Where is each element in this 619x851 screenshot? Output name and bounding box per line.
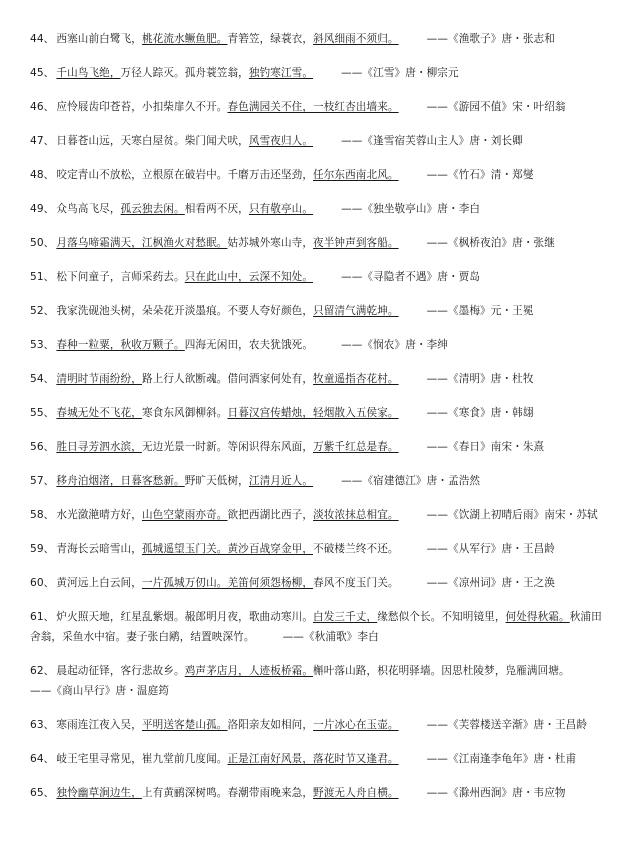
- verse-text: 西塞山前白鹭飞，: [56, 33, 142, 45]
- underlined-verse: 日暮汉宫传蜡烛，轻烟散入五侯家。: [227, 407, 399, 419]
- underlined-verse: 白发三千丈，: [313, 611, 378, 623]
- poem-entry: [30, 267, 605, 287]
- verse-text: 万径人踪灭。孤舟蓑笠翁，: [120, 67, 249, 79]
- underlined-verse: 野渡无人舟自横。: [313, 787, 399, 799]
- underlined-verse: 孤云独去闲。: [120, 203, 185, 215]
- poem-source: ——《渔歌子》唐・张志和: [426, 33, 555, 45]
- entry-number: 48、: [30, 169, 55, 181]
- verse-text: 野旷天低树，: [184, 475, 249, 487]
- poem-entry: [30, 29, 605, 49]
- poem-source: ——《寻隐者不遇》唐・贾岛: [341, 271, 481, 283]
- poem-source: ——《游园不值》宋・叶绍翁: [426, 101, 566, 113]
- verse-text: 缘愁似个长。不知明镜里，: [377, 611, 506, 623]
- verse-text: 我家洗砚池头树，朵朵花开淡墨痕。不要人夸好颜色，: [56, 305, 314, 317]
- entry-number: 63、: [30, 719, 55, 731]
- underlined-verse: 独钓寒江雪。: [248, 67, 314, 79]
- verse-text: 青海长云暗雪山，: [56, 543, 142, 555]
- entry-number: 57、: [30, 475, 55, 487]
- verse-text: 黄河远上白云间，: [56, 577, 142, 589]
- poem-entry: [30, 749, 605, 769]
- verse-text: 不破楼兰终不还。: [313, 543, 399, 555]
- underlined-verse: 山色空蒙雨亦奇。: [141, 509, 228, 521]
- verse-text: 青箬笠，绿蓑衣，: [227, 33, 314, 45]
- underlined-verse: 桃花流水鳜鱼肥。: [141, 33, 228, 45]
- entry-number: 52、: [30, 305, 55, 317]
- entry-number: 62、: [30, 665, 55, 677]
- underlined-verse: 风雪夜归人。: [248, 135, 314, 147]
- underlined-verse: 正是江南好风景，落花时节又逢君。: [227, 753, 399, 765]
- underlined-verse: 只在此山中，云深不知处。: [184, 271, 314, 283]
- poem-source: ——《从军行》唐・王昌龄: [426, 543, 555, 555]
- underlined-verse: 只留清气满乾坤。: [313, 305, 399, 317]
- verse-text: 欲把西湖比西子，: [227, 509, 314, 521]
- verse-text: 寒雨连江夜入吴，: [56, 719, 142, 731]
- poem-source: ——《逢雪宿芙蓉山主人》唐・刘长卿: [341, 135, 523, 147]
- poem-source: ——《芙蓉楼送辛渐》唐・王昌龄: [426, 719, 588, 731]
- underlined-verse: 一片孤城万仞山。羌笛何须怨杨柳，: [141, 577, 314, 589]
- poem-entry: [30, 369, 605, 389]
- poem-source: ——《凉州词》唐・王之涣: [426, 577, 555, 589]
- poem-source: ——《江雪》唐・柳宗元: [341, 67, 459, 79]
- entry-number: 65、: [30, 787, 55, 799]
- verse-text: 应怜屐齿印苍苔，小扣柴扉久不开。: [56, 101, 228, 113]
- underlined-verse: 鸡声茅店月，人迹板桥霜。: [184, 665, 314, 677]
- underlined-verse: 任尔东西南北风。: [313, 169, 399, 181]
- poem-entry: [30, 661, 605, 701]
- poem-source: ——《独坐敬亭山》唐・李白: [341, 203, 481, 215]
- verse-text: 秋浦田舍翁，采鱼水中宿。妻子张白鹇，结置映深竹。: [30, 611, 602, 643]
- poem-entry: [30, 403, 605, 423]
- poem-entry: [30, 539, 605, 559]
- verse-text: 咬定青山不放松，立根原在破岩中。千磨万击还坚劲，: [56, 169, 314, 181]
- underlined-verse: 孤城遥望玉门关。黄沙百战穿金甲，: [141, 543, 314, 555]
- underlined-verse: 千山鸟飞绝，: [56, 67, 121, 79]
- poem-entry: [30, 165, 605, 185]
- underlined-verse: 独怜幽草涧边生，: [56, 787, 142, 799]
- underlined-verse: 斜风细雨不须归。: [313, 33, 399, 45]
- entry-number: 54、: [30, 373, 55, 385]
- entry-number: 60、: [30, 577, 55, 589]
- poem-entry: [30, 783, 605, 803]
- poem-source: ——《清明》唐・杜牧: [426, 373, 534, 385]
- entry-number: 44、: [30, 33, 55, 45]
- entry-number: 53、: [30, 339, 55, 351]
- poem-source: ——《宿建德江》唐・孟浩然: [341, 475, 481, 487]
- verse-text: 姑苏城外寒山寺，: [227, 237, 314, 249]
- underlined-verse: 淡妆浓抹总相宜。: [313, 509, 399, 521]
- verse-text: 松下问童子，言师采药去。: [56, 271, 185, 283]
- underlined-verse: 牧童遥指杏花村。: [313, 373, 399, 385]
- entry-number: 55、: [30, 407, 55, 419]
- entry-number: 47、: [30, 135, 55, 147]
- poem-source: ——《秋浦歌》李白: [282, 631, 379, 643]
- poem-source: ——《竹石》清・郑燮: [426, 169, 534, 181]
- poem-source: ——《枫桥夜泊》唐・张继: [426, 237, 555, 249]
- poem-entry: [30, 715, 605, 735]
- verse-text: 水光潋滟晴方好，: [56, 509, 142, 521]
- entry-number: 51、: [30, 271, 55, 283]
- verse-text: 相看两不厌，: [184, 203, 249, 215]
- verse-text: 晨起动征铎，客行悲故乡。: [56, 665, 185, 677]
- poem-entry: [30, 573, 605, 593]
- underlined-verse: 月落乌啼霜满天，江枫渔火对愁眠。: [56, 237, 228, 249]
- poem-source: ——《悯农》唐・李绅: [341, 339, 448, 351]
- underlined-verse: 春色满园关不住，一枝红杏出墙来。: [227, 101, 399, 113]
- underlined-verse: 平明送客楚山孤。: [141, 719, 228, 731]
- poem-source: ——《春日》南宋・朱熹: [426, 441, 545, 453]
- poem-entry: [30, 63, 605, 83]
- poem-entry: [30, 131, 605, 151]
- poem-source: ——《寒食》唐・韩翃: [426, 407, 534, 419]
- verse-text: 众鸟高飞尽，: [56, 203, 121, 215]
- poem-entry: [30, 199, 605, 219]
- verse-text: 岐王宅里寻常见，崔九堂前几度闻。: [56, 753, 228, 765]
- poem-entry: [30, 437, 605, 457]
- poem-entry: [30, 471, 605, 491]
- verse-text: 寒食东风御柳斜。: [141, 407, 228, 419]
- underlined-verse: 夜半钟声到客船。: [313, 237, 399, 249]
- entry-number: 46、: [30, 101, 55, 113]
- verse-text: 槲叶落山路，枳花明驿墙。因思杜陵梦，凫雁满回塘。: [313, 665, 570, 677]
- underlined-verse: 一片冰心在玉壶。: [313, 719, 399, 731]
- poem-entry: [30, 335, 605, 355]
- poem-entry: [30, 97, 605, 117]
- poem-entry: [30, 233, 605, 253]
- entry-number: 50、: [30, 237, 55, 249]
- verse-text: 上有黄鹂深树鸣。春潮带雨晚来急，: [141, 787, 314, 799]
- poem-source: ——《墨梅》元・王冕: [426, 305, 534, 317]
- entry-number: 64、: [30, 753, 55, 765]
- poem-entry: [30, 505, 605, 525]
- verse-text: 春风不度玉门关。: [313, 577, 399, 589]
- poem-source: ——《饮湖上初晴后雨》南宋・苏轼: [426, 509, 598, 521]
- entry-number: 45、: [30, 67, 55, 79]
- entry-number: 59、: [30, 543, 55, 555]
- entry-number: 49、: [30, 203, 55, 215]
- verse-text: 洛阳亲友如相问，: [227, 719, 314, 731]
- verse-text: 日暮苍山远，天寒白屋贫。柴门闻犬吠，: [56, 135, 249, 147]
- poem-entry: [30, 607, 605, 647]
- verse-text: 路上行人欲断魂。借问酒家何处有，: [141, 373, 314, 385]
- poem-source: ——《商山早行》唐・温庭筠: [30, 685, 170, 697]
- underlined-verse: 胜日寻芳泗水滨，: [56, 441, 142, 453]
- entry-number: 56、: [30, 441, 55, 453]
- underlined-verse: 江清月近人。: [248, 475, 314, 487]
- underlined-verse: 只有敬亭山。: [248, 203, 314, 215]
- verse-text: 炉火照天地，红星乱紫烟。赧郎明月夜，歌曲动寒川。: [56, 611, 314, 623]
- poem-source: ——《滁州西涧》唐・韦应物: [426, 787, 566, 799]
- poem-source: ——《江南逢李龟年》唐・杜甫: [426, 753, 577, 765]
- verse-text: 四海无闲田，农夫犹饿死。: [184, 339, 314, 351]
- underlined-verse: 万紫千红总是春。: [313, 441, 399, 453]
- underlined-verse: 移舟泊烟渚，: [56, 475, 121, 487]
- underlined-verse: 清明时节雨纷纷，: [56, 373, 142, 385]
- entry-number: 61、: [30, 611, 55, 623]
- underlined-verse: 日暮客愁新。: [120, 475, 185, 487]
- underlined-verse: 何处得秋霜。: [505, 611, 570, 623]
- entry-number: 58、: [30, 509, 55, 521]
- underlined-verse: 春种一粒粟，秋收万颗子。: [56, 339, 185, 351]
- poem-entry: [30, 301, 605, 321]
- verse-text: 无边光景一时新。等闲识得东风面，: [141, 441, 314, 453]
- underlined-verse: 春城无处不飞花，: [56, 407, 142, 419]
